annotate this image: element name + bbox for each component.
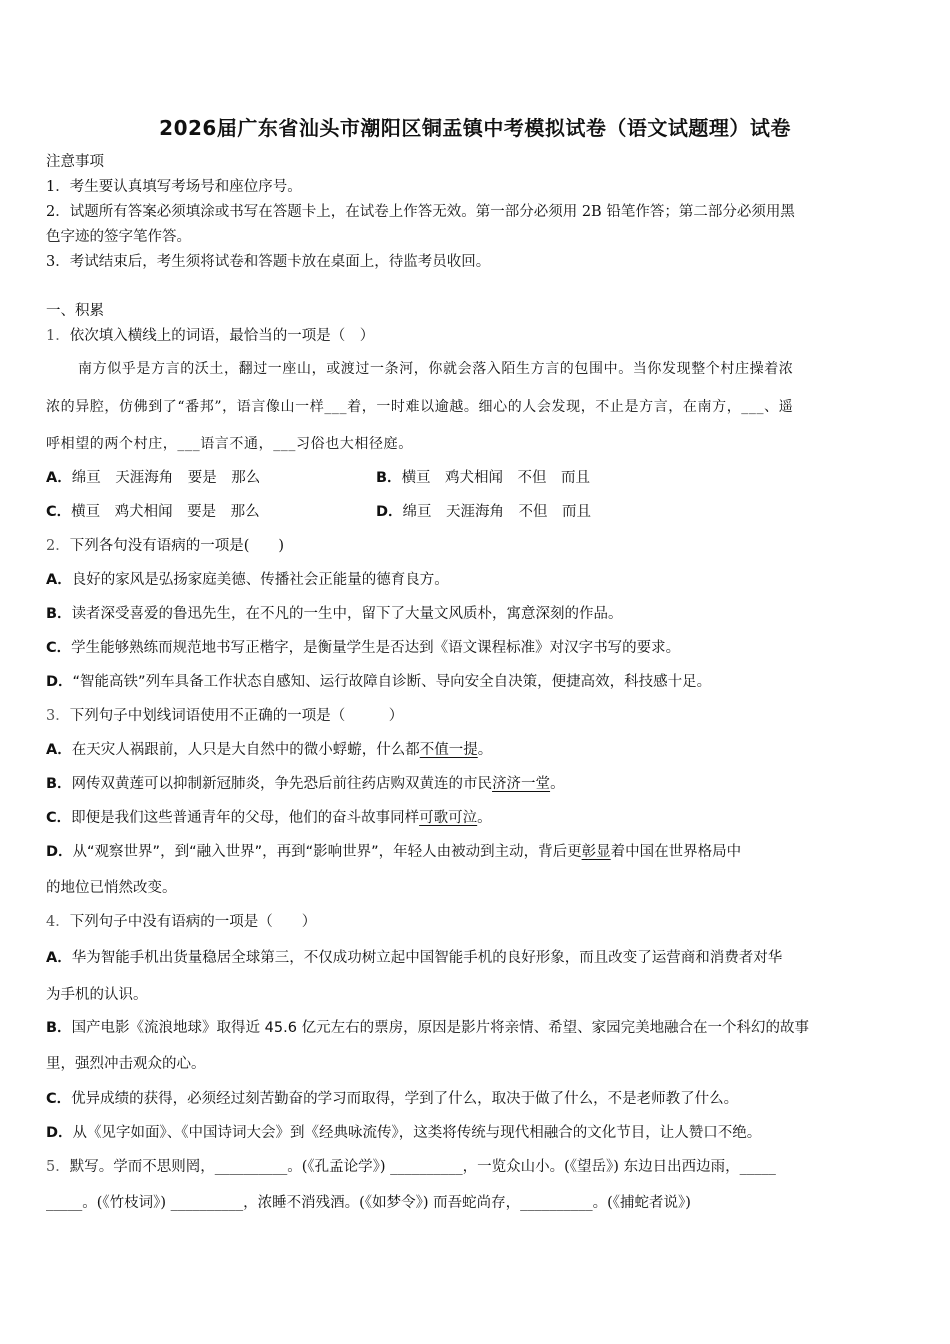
option-text: 国产电影《流浪地球》取得近 45.6 亿元左右的票房，原因是影片将亲情、希望、家园完美地融合在一个科幻的故事: [71, 1020, 810, 1036]
question-number: 1．: [46, 328, 70, 344]
question-stem: 默写。学而不思则罔，__________。(《孔孟论学》) __________，一览众山小。(《望岳》) 东边日出西边雨，_____: [69, 1159, 776, 1175]
option-text: 网传双黄莲可以抑制新冠肺炎，争先恐后前往药店购双黄连的市民: [71, 776, 493, 792]
option-text: 。: [477, 810, 492, 826]
question-number: 5．: [46, 1159, 70, 1175]
option-text: 学生能够熟练而规范地书写正楷字，是衡量学生是否达到《语文课程标准》对汉字书写的要求。: [71, 640, 681, 656]
option-text: 从《见字如面》、《中国诗词大会》到《经典咏流传》，这类将传统与现代相融合的文化节目，让人赞口不绝。: [72, 1125, 762, 1141]
option-row: [46, 468, 908, 488]
page-title: 2026届广东省汕头市潮阳区铜盂镇中考模拟试卷（语文试题理）试卷: [159, 116, 791, 140]
option-continuation: 的地位已悄然改变。: [46, 880, 177, 896]
question-1: [46, 326, 908, 346]
option-text: 绵亘 天涯海角 不但 而且: [402, 504, 592, 520]
question-number: 4．: [46, 914, 70, 930]
option-row: [46, 1123, 908, 1143]
option-key: B．: [46, 776, 72, 792]
option-text: 。: [550, 776, 565, 792]
question-2: [46, 536, 908, 556]
notice-heading: 注意事项: [46, 154, 104, 170]
passage-line: 呼相望的两个村庄，___语言不通，___习俗也大相径庭。: [46, 436, 413, 452]
question-number: 3．: [46, 708, 70, 724]
option-text: 良好的家风是弘扬家庭美德、传播社会正能量的德育良方。: [71, 572, 449, 588]
notice-item: 2．试题所有答案必须填涂或书写在答题卡上，在试卷上作答无效。第一部分必须用 2B 铅笔作答；第二部分必须用黑: [46, 204, 795, 220]
option-row: [46, 740, 908, 760]
option-key: D．: [376, 504, 403, 520]
notice-item: 1．考生要认真填写考场号和座位序号。: [46, 179, 302, 195]
option-text: 优异成绩的获得，必须经过刻苦勤奋的学习而取得，学到了什么，取决于做了什么，不是老师教了什么。: [71, 1091, 739, 1107]
underlined-word: 可歌可泣: [419, 810, 478, 826]
option-text: 从“观察世界”，到“融入世界”，再到“影响世界”，年轻人由被动到主动，背后更: [72, 844, 582, 860]
option-row: [46, 1018, 908, 1038]
option-text: 横亘 鸡犬相闻 不但 而且: [401, 470, 591, 486]
option-key: D．: [46, 844, 73, 860]
question-stem: 下列句子中划线词语使用不正确的一项是（ ）: [69, 708, 404, 724]
option-row: [46, 1089, 908, 1109]
notice-item: 3．考试结束后，考生须将试卷和答题卡放在桌面上，待监考员收回。: [46, 254, 491, 270]
option-text: 即便是我们这些普通青年的父母，他们的奋斗故事同样: [71, 810, 420, 826]
option-key: C．: [46, 504, 72, 520]
question-continuation: _____。(《竹枝词》) __________，浓睡不消残酒。(《如梦令》) 而吾蛇尚存，__________。(《捕蛇者说》): [46, 1195, 691, 1211]
option-key: C．: [46, 1091, 72, 1107]
question-number: 2．: [46, 538, 70, 554]
option-key: C．: [46, 640, 72, 656]
option-key: A．: [46, 572, 72, 588]
option-continuation: 里，强烈冲击观众的心。: [46, 1056, 206, 1072]
option-key: A．: [46, 742, 72, 758]
option-text: 读者深受喜爱的鲁迅先生，在不凡的一生中，留下了大量文风质朴，寓意深刻的作品。: [71, 606, 623, 622]
passage-line: 南方似乎是方言的沃土，翻过一座山，或渡过一条河，你就会落入陌生方言的包围中。当你发现整个村庄操着浓: [78, 361, 794, 377]
option-text: 。: [477, 742, 493, 758]
option-key: B．: [46, 1020, 72, 1036]
question-5: [46, 1157, 908, 1177]
underlined-word: 彰显: [581, 844, 611, 860]
option-text: 绵亘 天涯海角 要是 那么: [71, 470, 261, 486]
option-key: D．: [46, 674, 73, 690]
question-stem: 下列各句没有语病的一项是( ): [69, 538, 285, 554]
option-text: 在天灾人祸跟前，人只是大自然中的微小蜉蝣，什么都: [71, 742, 420, 758]
option-row: [46, 808, 908, 828]
question-stem: 下列句子中没有语病的一项是（ ）: [69, 914, 317, 930]
question-3: [46, 706, 908, 726]
underlined-word: 不值一提: [419, 742, 478, 758]
option-key: C．: [46, 810, 72, 826]
option-row: [46, 672, 908, 692]
notice-item: 色字迹的签字笔作答。: [46, 229, 191, 245]
option-key: A．: [46, 470, 72, 486]
option-row: [46, 502, 908, 522]
question-4: [46, 912, 908, 932]
option-text: 华为智能手机出货量稳居全球第三，不仅成功树立起中国智能手机的良好形象，而且改变了运营商和消费者对华: [71, 950, 783, 966]
option-key: B．: [376, 470, 402, 486]
option-row: [46, 948, 908, 968]
section-heading: 一、积累: [46, 303, 104, 319]
option-row: [46, 638, 908, 658]
passage-line: 浓的异腔，仿佛到了“番邦”，语言像山一样___着，一时难以逾越。细心的人会发现，不止是方言，在南方，___、遥: [46, 399, 794, 415]
option-text: 着中国在世界格局中: [610, 844, 742, 860]
option-text: “智能高铁”列车具备工作状态自感知、运行故障自诊断、导向安全自决策，便捷高效，科技感十足。: [72, 674, 712, 690]
option-row: [46, 774, 908, 794]
option-row: [46, 604, 908, 624]
question-stem: 依次填入横线上的词语，最恰当的一项是（ ）: [69, 328, 375, 344]
option-row: [46, 842, 908, 862]
option-key: D．: [46, 1125, 73, 1141]
underlined-word: 济济一堂: [492, 776, 551, 792]
option-row: [46, 570, 908, 590]
option-continuation: 为手机的认识。: [46, 987, 148, 1003]
option-key: A．: [46, 950, 72, 966]
option-key: B．: [46, 606, 72, 622]
option-text: 横亘 鸡犬相闻 要是 那么: [71, 504, 260, 520]
